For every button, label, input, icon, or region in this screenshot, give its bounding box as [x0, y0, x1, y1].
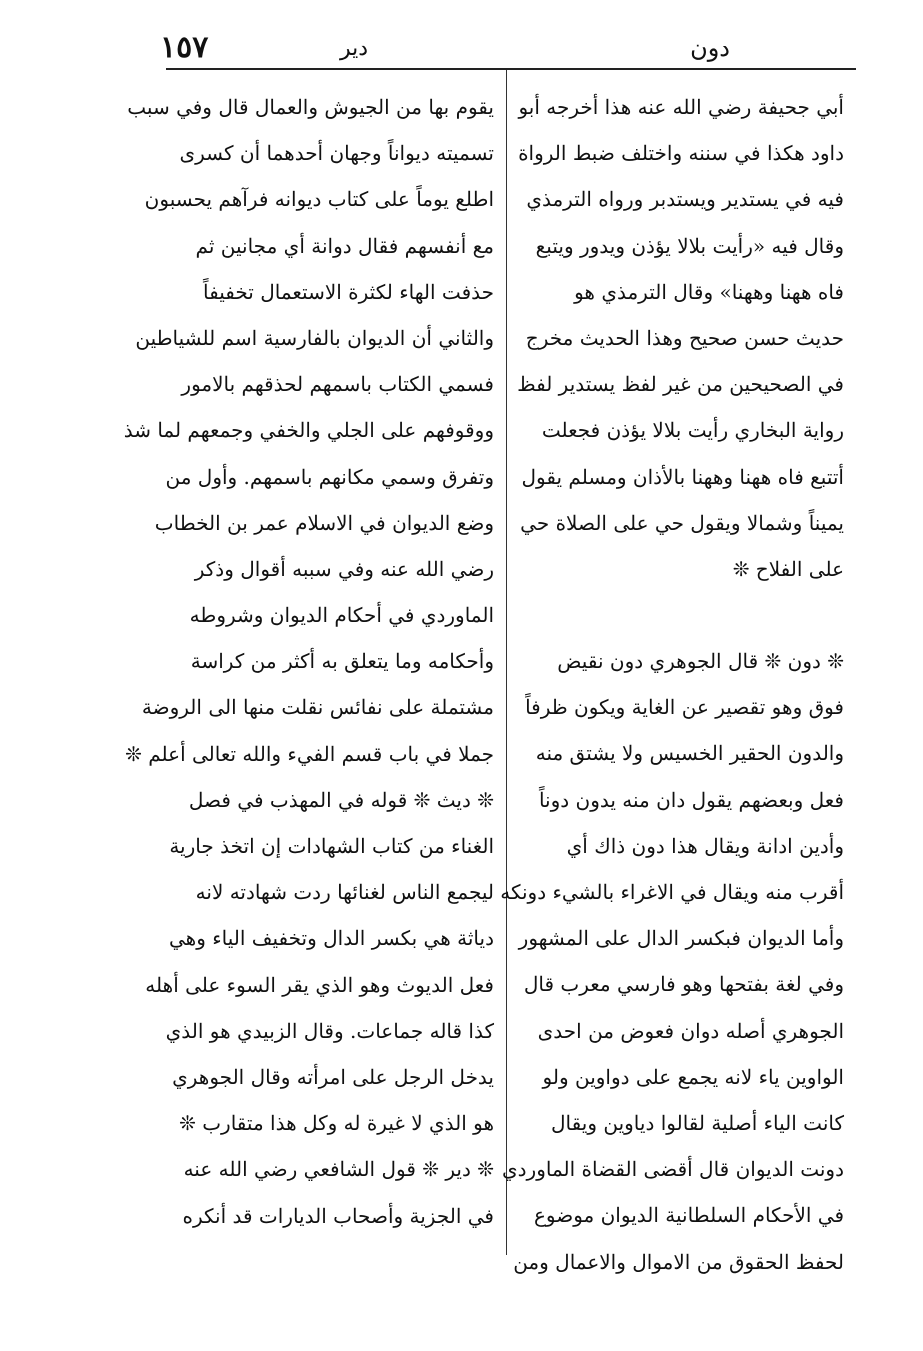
text-line: أتتبع فاه ههنا وههنا بالأذان ومسلم يقول [521, 464, 844, 489]
text-line: ❊ ديث ❊ قوله في المهذب في فصل [188, 787, 494, 812]
text-line: دونت الديوان قال أقضى القضاة الماوردي [501, 1157, 844, 1182]
header-rule [166, 68, 856, 70]
text-line: الغناء من كتاب الشهادات إن اتخذ جارية [169, 834, 494, 858]
right-text-column [500, 84, 844, 1285]
page-header [160, 28, 730, 68]
text-line: الواوين ياء لانه يجمع على دواوين ولو [542, 1064, 844, 1089]
text-line: فعل وبعضهم يقول دان منه يدون دوناً [538, 787, 844, 812]
text-line: وضع الديوان في الاسلام عمر بن الخطاب [154, 510, 494, 535]
text-line: مع أنفسهم فقال دوانة أي مجانين ثم [195, 233, 494, 258]
text-line: ❊ دير ❊ قول الشافعي رضي الله عنه [183, 1157, 494, 1182]
text-line: على الفلاح ❊ [732, 556, 844, 581]
text-line: رواية البخاري رأيت بلالا يؤذن فجعلت [541, 418, 844, 443]
text-line: في الصحيحين من غير لفظ يستدير لفظ [517, 372, 844, 397]
text-line: دياثة هي بكسر الدال وتخفيف الياء وهي [169, 926, 494, 951]
text-line: في الأحكام السلطانية الديوان موضوع [533, 1203, 844, 1228]
text-line: يقوم بها من الجيوش والعمال قال وفي سبب [127, 95, 494, 119]
text-line: وفي لغة بفتحها وهو فارسي معرب قال [523, 972, 844, 997]
text-line: في الجزية وأصحاب الديارات قد أنكره [182, 1203, 494, 1228]
text-line: فوق وهو تقصير عن الغاية ويكون ظرفاً [525, 695, 844, 720]
header-entry-word: دير [340, 36, 369, 61]
text-line: أبي جحيفة رضي الله عنه هذا أخرجه أبو [518, 95, 844, 119]
text-line: وأدين ادانة ويقال هذا دون ذاك أي [566, 833, 844, 858]
text-line: وقال فيه «رأيت بلالا يؤذن ويدور ويتبع [535, 233, 844, 258]
text-line: ووقوفهم على الجلي والخفي وجمعهم لما شذ [123, 418, 494, 443]
text-line: داود هكذا في سننه واختلف ضبط الرواة [518, 141, 844, 166]
text-line: يدخل الرجل على امرأته وقال الجوهري [172, 1064, 494, 1089]
text-line: الماوردي في أحكام الديوان وشروطه [189, 603, 494, 628]
paragraph-gap [514, 592, 844, 638]
text-line: ❊ دون ❊ قال الجوهري دون نقيض [557, 649, 844, 674]
text-line: فاه ههنا وههنا» وقال الترمذي هو [574, 279, 844, 304]
text-line: والثاني أن الديوان بالفارسية اسم للشياطين [135, 325, 494, 350]
page-number: ١٥٧ [160, 30, 209, 65]
text-line: أقرب منه ويقال في الاغراء بالشيء دونكه [500, 880, 844, 904]
text-line: فعل الديوث وهو الذي يقر السوء على أهله [145, 972, 494, 997]
text-line: يميناً وشمالا ويقول حي على الصلاة حي [520, 510, 844, 535]
text-line: كانت الياء أصلية لقالوا دياوين ويقال [551, 1110, 844, 1135]
text-line: هو الذي لا غيرة له وكل هذا متقارب ❊ [179, 1111, 494, 1136]
text-line: حذفت الهاء لكثرة الاستعمال تخفيفاً [203, 279, 494, 304]
text-line: وتفرق وسمي مكانهم باسمهم. وأول من [165, 464, 494, 489]
text-line: فسمي الكتاب باسمهم لحذقهم بالامور [181, 372, 494, 397]
column-divider [506, 70, 507, 1255]
text-line: تسميته ديواناً وجهان أحدهما أن كسرى [179, 141, 494, 166]
text-line: جملا في باب قسم الفيء والله تعالى أعلم ❊ [125, 741, 494, 766]
text-line: ليجمع الناس لغنائها ردت شهادته لانه [195, 880, 494, 905]
text-line: والدون الحقير الخسيس ولا يشتق منه [535, 741, 844, 766]
header-section-word: دون [690, 34, 730, 62]
text-line: لحفظ الحقوق من الاموال والاعمال ومن [513, 1249, 844, 1274]
text-line: فيه في يستدير ويستدبر ورواه الترمذي [526, 187, 844, 212]
left-text-column [123, 84, 494, 1239]
text-line: وأحكامه وما يتعلق به أكثر من كراسة [190, 649, 494, 674]
text-line: رضي الله عنه وفي سببه أقوال وذكر [194, 556, 494, 581]
text-line: مشتملة على نفائس نقلت منها الى الروضة [141, 695, 494, 720]
text-line: الجوهري أصله دوان فعوض من احدى [537, 1018, 844, 1043]
text-line: كذا قاله جماعات. وقال الزبيدي هو الذي [165, 1018, 494, 1043]
text-line: حديث حسن صحيح وهذا الحديث مخرج [525, 325, 844, 350]
text-line: وأما الديوان فبكسر الدال على المشهور [518, 926, 844, 951]
text-line: اطلع يوماً على كتاب ديوانه فرآهم يحسبون [144, 187, 494, 212]
